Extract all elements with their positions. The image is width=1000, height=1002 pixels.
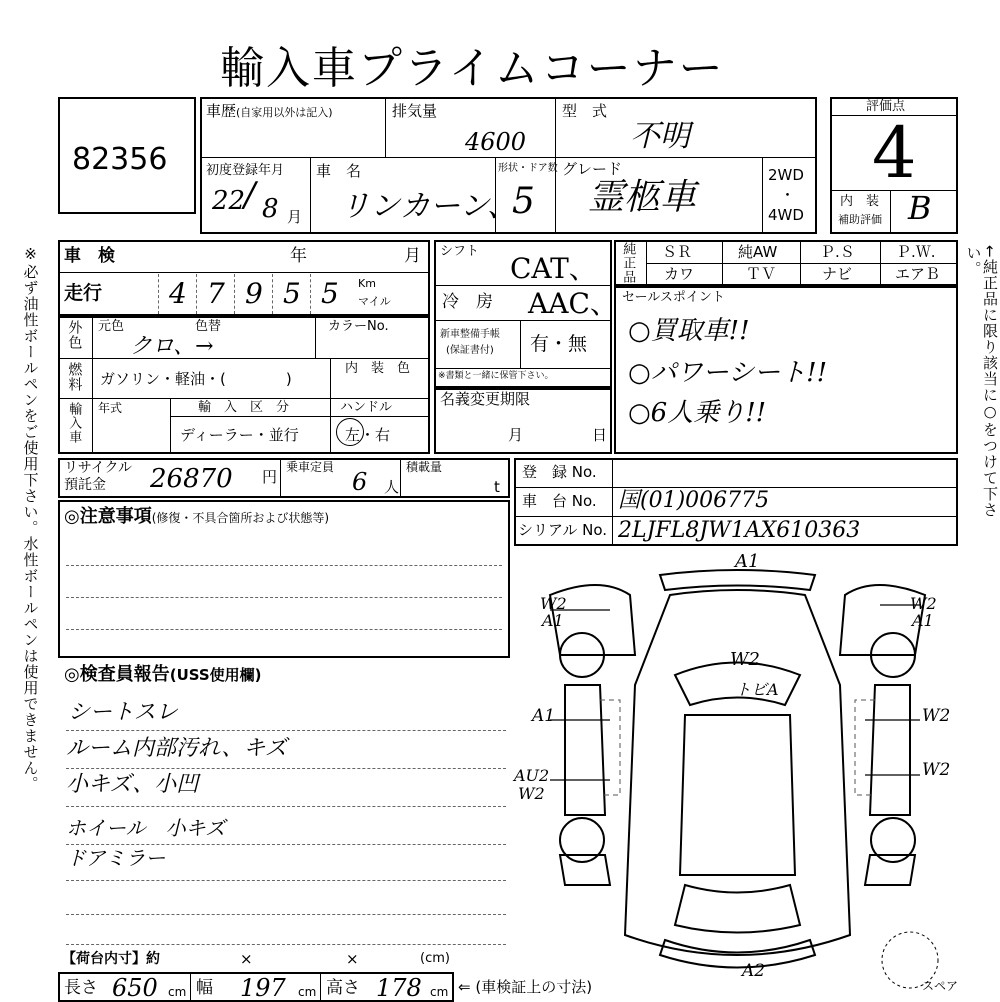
mileage-digit: [158, 274, 196, 314]
inspector-line-5: ドアミラー: [66, 846, 166, 870]
height-value: 178: [376, 974, 422, 1002]
load-unit: t: [494, 478, 500, 496]
side-note-left: ※必ず油性ボールペンをご使用下さい。水性ボールペンは使用できません。: [21, 245, 40, 792]
cargo-x2: ×: [346, 950, 359, 968]
displacement-label: 排気量: [392, 102, 438, 120]
page-title: 輸入車プライムコーナー: [220, 43, 725, 94]
mileage-unit-km: Km: [358, 277, 376, 290]
diagram-au2-left: AU2: [514, 766, 550, 785]
genuine-aw: 純AW: [738, 243, 778, 261]
recycle-unit: 円: [262, 468, 278, 486]
dimensions-note: ⇐ (車検証上の寸法): [458, 978, 593, 996]
side-note-right: ←純正品に限り該当に○をつけて下さい。: [964, 245, 999, 518]
color-no-label: カラーNo.: [328, 319, 389, 334]
diagram-w2-front-left: W2: [540, 594, 567, 613]
import-category-label: 輸 入 区 分: [198, 400, 290, 415]
recycle-label-2: 預託金: [64, 477, 106, 493]
interior-label: 内 装: [840, 194, 880, 209]
maintenance-note: ※書類と一緒に保管下さい。: [438, 371, 554, 381]
grade-value: 霊柩車: [588, 177, 697, 218]
shift-label: シフト: [440, 244, 480, 259]
name-change-label: 名義変更期限: [440, 390, 531, 408]
inspection-label: 車 検: [64, 246, 115, 266]
diagram-a1-left: A1: [532, 706, 556, 726]
diagram-a1-top: A1: [735, 551, 760, 572]
diagram-w2-front-right: W2: [910, 594, 937, 613]
diagram-glass: トビA: [735, 680, 779, 699]
capacity-unit: 人: [384, 478, 400, 496]
model-type-label: 型 式: [562, 102, 608, 120]
genuine-ps: Ｐ.Ｓ: [820, 243, 855, 261]
first-reg-month-unit: 月: [287, 208, 303, 226]
height-unit: cm: [430, 985, 449, 999]
import-label: 輸入車: [66, 402, 82, 444]
inspector-line-2: ルーム内部汚れ、キズ: [66, 736, 287, 761]
mileage-unit-mile: マイル: [358, 295, 391, 308]
maintenance-value: 有・無: [530, 333, 588, 355]
first-reg-slash: /: [244, 175, 256, 215]
doors-label: 形状・ドア数: [498, 163, 558, 174]
car-damage-diagram: [510, 551, 965, 995]
width-value: 197: [240, 974, 286, 1002]
width-label: 幅: [196, 978, 213, 998]
drive-dot: ・: [780, 186, 796, 204]
ac-value: AAC、: [528, 287, 618, 320]
mileage-digit: [234, 274, 272, 314]
genuine-kawa: カワ: [664, 265, 695, 283]
chassis-label: 車 台 No.: [522, 492, 597, 510]
inspector-line-4: ホイール 小キズ: [66, 816, 226, 840]
mileage-digit-text: 5: [283, 277, 301, 310]
capacity-value: 6: [352, 468, 368, 496]
registration-label: 登 録 No.: [522, 463, 597, 481]
mileage-digit-text: 7: [207, 277, 225, 310]
genuine-tv: ＴＶ: [746, 265, 777, 283]
first-reg-label: 初度登録年月: [206, 163, 285, 178]
spare-label: スペア: [922, 979, 959, 993]
mileage-digit-text: 5: [321, 277, 339, 310]
length-unit: cm: [168, 985, 187, 999]
lot-number: 82356: [72, 142, 168, 177]
inspection-year: 年: [290, 246, 307, 266]
diagram-w2-right-1: W2: [922, 706, 951, 726]
fuel-label: 燃料: [66, 362, 83, 392]
diagram-w2-right-2: W2: [922, 760, 951, 780]
diagram-a2-bottom: A2: [742, 961, 766, 981]
handle-value: 左・右: [345, 426, 391, 444]
notes-label: ◎注意事項(修復・不具合箇所および状態等): [64, 506, 330, 527]
maintenance-label-1: 新車整備手帳: [440, 329, 500, 340]
serial-value: 2LJFL8JW1AX610363: [618, 518, 861, 543]
load-label: 積載量: [406, 460, 443, 474]
shift-value: CAT、: [510, 252, 597, 285]
handle-label: ハンドル: [340, 400, 393, 415]
first-reg-year: 22: [212, 186, 246, 216]
model-type-value: 不明: [630, 119, 690, 154]
original-color-label: 元色: [98, 319, 125, 334]
cargo-cm: (cm): [420, 951, 450, 966]
mileage-digit: [272, 274, 310, 314]
diagram-a1-front-right: A1: [912, 611, 934, 630]
name-change-day: 日: [592, 426, 608, 444]
genuine-sr: ＳＲ: [662, 243, 693, 261]
sales-point-line-2: ○パワーシート!!: [628, 358, 828, 388]
rating-score: 4: [872, 112, 917, 194]
capacity-label: 乗車定員: [286, 460, 335, 474]
handle-circle: [336, 418, 364, 446]
inspector-line-1: シートスレ: [68, 700, 178, 725]
recycle-label-1: リサイクル: [64, 460, 133, 476]
history-label: 車歴(自家用以外は記入): [206, 102, 333, 120]
mileage-digit-text: 9: [245, 277, 263, 310]
interior-sub-label: 補助評価: [838, 213, 882, 226]
chassis-value: 国(01)006775: [618, 488, 770, 513]
doors-value: 5: [512, 181, 535, 222]
height-label: 高さ: [326, 978, 360, 998]
genuine-navi: ナビ: [822, 265, 853, 283]
ext-color-value: クロ、→: [130, 334, 214, 359]
rating-label: 評価点: [866, 99, 906, 114]
cargo-label: 【荷台内寸】約: [62, 951, 160, 967]
interior-value: B: [908, 189, 932, 227]
maintenance-label-2: (保証書付): [446, 345, 494, 356]
mileage-digit-text: 4: [169, 277, 187, 310]
fuel-options: ガソリン・軽油・( ): [100, 370, 292, 388]
mileage-digit: [310, 274, 348, 314]
genuine-aircon: エアＢ: [895, 265, 941, 283]
car-name-value: リンカーン、: [340, 189, 517, 224]
interior-color-label: 内 装 色: [345, 361, 411, 376]
length-value: 650: [112, 974, 158, 1002]
diagram-w2-roof: W2: [730, 649, 760, 670]
displacement-value: 4600: [465, 128, 527, 156]
inspection-month: 月: [404, 246, 421, 266]
inspector-label: ◎検査員報告(USS使用欄): [64, 664, 262, 685]
drive-2wd: 2WD: [768, 166, 804, 184]
first-reg-month: 8: [262, 194, 279, 224]
sales-point-line-1: ○買取車!!: [628, 316, 750, 346]
sales-point-label: セールスポイント: [622, 290, 725, 305]
serial-label: シリアル No.: [518, 521, 608, 539]
drive-4wd: 4WD: [768, 206, 804, 224]
import-year-label: 年式: [98, 401, 123, 415]
recycle-value: 26870: [150, 464, 233, 494]
ac-label: 冷 房: [442, 292, 493, 312]
car-name-label: 車 名: [316, 162, 362, 180]
mileage-digit: [196, 274, 234, 314]
mileage-label: 走行: [64, 282, 103, 304]
name-change-month: 月: [508, 426, 524, 444]
ext-color-label: 外色: [66, 320, 83, 350]
inspector-line-3: 小キズ、小凹: [66, 772, 199, 797]
cargo-x1: ×: [240, 950, 253, 968]
sales-point-line-3: ○6人乗り!!: [628, 398, 767, 428]
genuine-label: 純正品: [620, 242, 636, 284]
grade-label: グレード: [562, 160, 623, 178]
import-category-value: ディーラー・並行: [180, 426, 299, 444]
changed-color-label: 色替: [195, 319, 222, 334]
length-label: 長さ: [64, 978, 98, 998]
genuine-pw: Ｐ.Ｗ.: [896, 243, 936, 261]
diagram-w2-left: W2: [518, 784, 545, 803]
diagram-a1-front-left: A1: [542, 611, 564, 630]
width-unit: cm: [298, 985, 317, 999]
